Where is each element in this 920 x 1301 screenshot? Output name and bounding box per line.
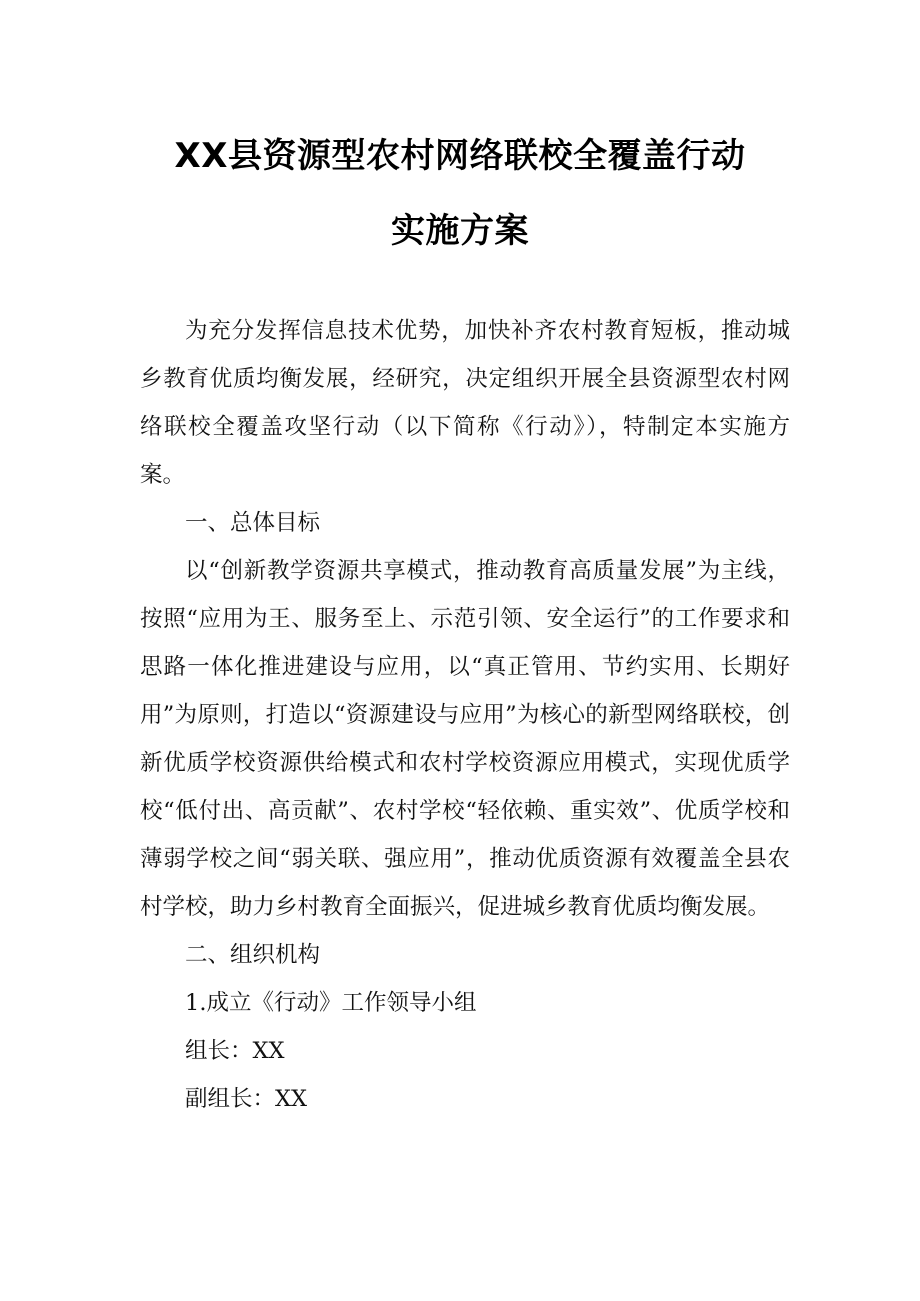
org-item-leading-group: 1.成立《行动》工作领导小组 [185,990,477,1016]
section-heading-goals: 一、总体目标 [185,510,321,536]
section-heading-organization: 二、组织机构 [185,942,321,968]
intro-paragraph: 为充分发挥信息技术优势，加快补齐农村教育短板，推动城乡教育优质均衡发展，经研究，决定组织开展全县资源型农村网络联校全覆盖攻坚行动（以下简称《行动》），特制定本实施方案。 [140,318,790,488]
goals-paragraph: 以“创新教学资源共享模式，推动教育高质量发展”为主线，按照“应用为王、服务至上、示范引领、安全运行”的工作要求和思路一体化推进建设与应用，以“真正管用、节约实用、长期好用”为原则，打造以“资源建设与应用”为核心的新型网络联校，创新优质学校资源供给模式和农村学校资源应用模式，实现优质学校“低付出、高贡献”、农村学校“轻依赖、重实效”、优质学校和薄弱学校之间“弱关联、强应用”，推动优质资源有效覆盖全县农村学校，助力乡村教育全面振兴，促进城乡教育优质均衡发展。 [140,558,790,920]
document-title-line-2: 实施方案 [391,211,529,251]
org-item-deputy-leader: 副组长：XX [185,1086,308,1112]
org-item-leader: 组长：XX [185,1038,285,1064]
document-body [140,307,790,1123]
document-title-line-1: XX县资源型农村网络联校全覆盖行动 [174,136,746,176]
